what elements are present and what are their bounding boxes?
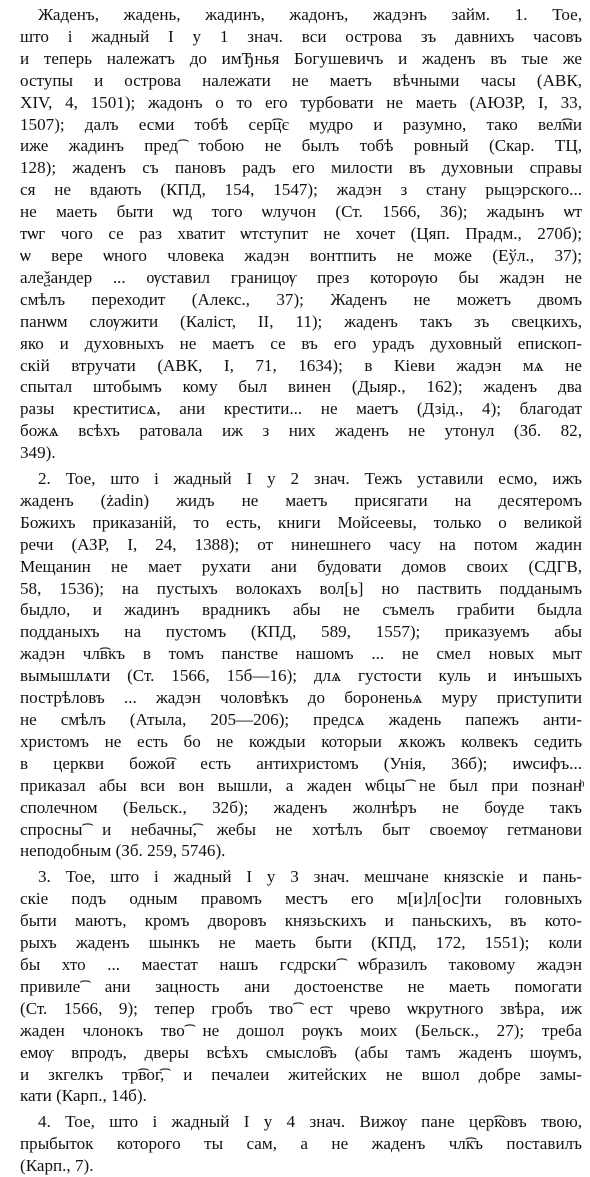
text-line: што і жадный I у 1 знач. вси острова зъ давнихъ часовъ [20, 26, 582, 46]
text-line: бы хто ... маестат нашъ гсдрски͡ ѡбразилъ таковому жадэн [20, 954, 582, 974]
text-line: 4. Тое, што і жадный I у 4 знач. Вижѹ пане цер͡ковъ твою, [38, 1112, 582, 1132]
text-line: 58, 1536); на пустыхъ волокахъ вол[ь] но паствить подданымъ [20, 578, 582, 598]
text-line: XIV, 4, 1501); жадонъ о то его турбовати не маеть (АЮЗР, I, 33, [20, 92, 582, 112]
text-line: быти маютъ, кромъ дворовъ князьскихъ и паньскихъ, въ кото- [20, 911, 582, 931]
text-line: жаденъ (żadin) жидъ не маетъ присягати на десятеромъ [20, 490, 582, 510]
text-line: иже жадинъ пред͡ тобою не былъ тобѣ ровный (Скар. ТЦ, [20, 136, 582, 156]
text-line: Жаденъ, жадень, жадинъ, жадонъ, жадэнъ займ. 1. Тое, [38, 5, 582, 24]
text-line: скій втручати (АВК, I, 71, 1634); в Кіеви жадэн мѧ не [20, 355, 582, 375]
text-line: подданыхъ на пустомъ (КПД, 589, 1557); приказуемъ абы [20, 622, 582, 642]
text-line: Божихъ приказаній, то есть, книги Мойсеевы, только о великой [20, 512, 582, 532]
text-line: приказал абы вси вон вышли, а жаден ѡбцы͡ не был при познанͪ [20, 775, 582, 795]
text-line: ся не вдають (КПД, 154, 1547); жадэн з стану рыцэрского... [20, 180, 582, 200]
text-line: разы креститисѧ, ани крестити... не маетъ (Дзід., 4); благодат [20, 399, 582, 419]
text-line: ѡ вере ѡного чловека жадэн вонтпить не може (Еўл., 37); [20, 245, 582, 265]
text-line: яко и духовныхъ не маетъ се въ его урадъ духовный епископ- [20, 333, 582, 353]
text-line: 2. Тое, што і жадный I у 2 знач. Тежъ уставили есмо, ижъ [38, 469, 582, 489]
text-line: спытал штобымъ кому был винен (Дыяр., 162); жаденъ два [20, 377, 582, 397]
text-line: рыхъ жаденъ шынкъ не маеть быти (КПД, 172, 1551); коли [20, 933, 582, 953]
text-line: не смѣлъ (Атыла, 205—206); предсѧ жадень папежъ анти- [20, 710, 582, 729]
text-line: неподобным (Зб. 259, 5746). [20, 841, 226, 861]
text-line: тѡг чого се раз хватит ѡтступит не хочет (Цяп. Прадм., 270б); [20, 224, 582, 244]
text-line: привиле͡ ани зацность ани достоенстве не маеть помогати [20, 976, 582, 996]
text-line: пострѣловъ ... жадэн чоловѣкъ до бороненьѧ муру приступити [20, 688, 582, 708]
text-line: спросны͡ и небачны͡, жебы не хотѣлъ быт своемѹ гетманови [20, 819, 582, 839]
text-line: не маеть быти ѡд того ѡлучон (Ст. 1566, 36); жадынъ ѡт [20, 202, 582, 222]
entry-sense-paragraph-1 [20, 4, 582, 464]
text-line: смѣлъ переходит (Алекс., 37); Жаденъ не можетъ двомъ [20, 289, 582, 309]
text-line: емѹ впродъ, дверы всѣхъ смысло͡въ (абы тамъ жаденъ шѹмъ, [20, 1042, 582, 1062]
text-line: жаден члонокъ тво͡ не дошол рѹкъ моих (Бельск., 27); треба [20, 1020, 582, 1040]
text-line: (Ст. 1566, 9); тепер гробъ тво͡ ест чрево ѡкрутного звѣра, иж [20, 998, 582, 1018]
text-line: и теперь належатъ до имЂнья Богушевичъ и жаденъ въ тые же [20, 48, 582, 68]
text-line: речи (АЗР, I, 24, 1388); от нинешнего часу на потом жадин [20, 534, 582, 554]
text-line: и зкгелкъ тр͡вог͡, и печалеи житейских не вшол добре замы- [20, 1064, 582, 1084]
text-line: 349). [20, 443, 56, 463]
text-line: панѡм слѹжити (Каліст, II, 11); жаденъ такъ зъ свецкихъ, [20, 311, 582, 331]
entry-sense-paragraph-2 [20, 468, 582, 862]
text-line: христомъ не есть бо не кождыи которыи ѫкожъ колвекъ седить [20, 731, 582, 751]
text-line: быдло, и жадинъ врадникъ абы не съмелъ грабити быдла [20, 600, 582, 620]
text-line: 1507); далъ есми тобѣ сер͡цє мудро и разумно, тако вел͡ми [20, 114, 582, 134]
text-line: (Карп., 7). [20, 1156, 94, 1176]
text-line: божѧ всѣхъ ратовала иж з них жаденъ не утонул (Зб. 82, [20, 421, 582, 441]
entry-sense-paragraph-3 [20, 866, 582, 1107]
text-line: вымышлѧти (Ст. 1566, 15б—16); длѧ густости куль и инъшыхъ [20, 666, 582, 686]
text-line: 3. Тое, што і жадный I у 3 знач. мешчане князскіе и пань- [38, 867, 582, 887]
text-line: оступы и острова належати не маетъ вѣчными часы (АВК, [20, 70, 582, 90]
text-line: кати (Карп., 14б). [20, 1086, 147, 1106]
text-line: прыбыток которого ты сам, а не жаденъ чл͡къ поставилъ [20, 1134, 582, 1154]
text-line: алеѯандер ... ѹставил границѹ през которѹю бы жадэн не [20, 267, 582, 287]
text-line: жадэн чл͡вкъ в томъ панстве нашомъ ... не смел новых мыт [20, 644, 582, 664]
text-line: скіе подъ одным правомъ местъ его м[и]л[ос]ти головныхъ [20, 889, 582, 909]
text-line: в церкви божо͡и есть антихристомъ (Унія, 36б); иѡсифъ... [20, 753, 582, 773]
entry-sense-paragraph-4 [20, 1111, 582, 1177]
text-line: Мещанин не мает рухати ани будовати домов своих (СДГВ, [20, 556, 582, 576]
text-line: 128); жаденъ съ пановъ радъ его милости въ духовныи справы [20, 158, 582, 178]
text-line: сполечном (Бельск., 32б); жаденъ жолнѣръ не бѹде такъ [20, 797, 582, 817]
